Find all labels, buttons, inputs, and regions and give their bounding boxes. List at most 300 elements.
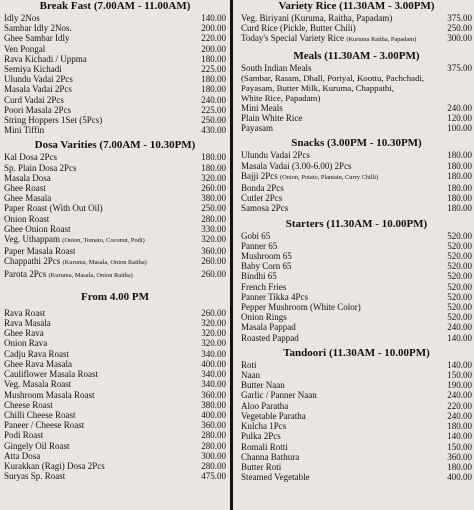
item-name [4, 173, 51, 183]
menu-item [4, 224, 226, 234]
item-name [241, 183, 284, 193]
menu-item [241, 380, 472, 390]
menu-item [241, 193, 472, 203]
menu-item [4, 95, 226, 105]
item-price: 140.00 [447, 359, 472, 370]
item-name-text: Butter Roti [241, 461, 282, 472]
item-name-text: Curd Vadai 2Pcs [4, 94, 64, 105]
item-price: 180.00 [447, 150, 472, 161]
item-name-text: Veg. Masala Roast [4, 379, 72, 390]
item-name-text: Roti [241, 359, 257, 370]
item-name-text: Sp. Plain Dosa 2Pcs [4, 162, 77, 173]
item-name-text: Mushroom 65 [241, 251, 292, 262]
item-name-text: Pepper Mushroom (White Color) [241, 302, 361, 313]
menu-item [4, 115, 226, 125]
item-name [241, 203, 288, 213]
item-price: 140.00 [201, 13, 226, 23]
item-name [4, 23, 72, 33]
item-note: (Kuruma Raitha, Papadam) [346, 36, 417, 44]
meals-heading: Meals (11.30AM - 3.00PM) [293, 49, 420, 62]
menu-item [241, 123, 472, 133]
item-name-text: Paneer / Cheese Roast [4, 420, 85, 431]
menu-item [241, 360, 472, 370]
item-price: 240.00 [447, 322, 472, 333]
item-name [4, 115, 102, 125]
item-price: 150.00 [447, 370, 472, 381]
item-name [241, 123, 273, 133]
item-price: 320.00 [201, 234, 226, 245]
menu-item [241, 472, 472, 482]
item-name-text: Rava Masala [4, 318, 51, 329]
item-name-text: Idly 2Nos [4, 13, 40, 23]
from-4pm-section [4, 291, 226, 481]
item-price: 260.00 [201, 256, 226, 267]
item-price: 520.00 [447, 271, 472, 282]
item-name [241, 261, 292, 271]
item-name-text: Cheese Roast [4, 399, 53, 410]
menu-item [241, 103, 472, 113]
menu-item [4, 234, 226, 246]
snacks-section [241, 137, 472, 213]
item-name [241, 113, 302, 123]
meals-description: Payasam, Butter Milk, Kuruma, Chappathi, [241, 82, 394, 93]
item-price: 250.00 [201, 203, 226, 214]
item-price: 400.00 [201, 409, 226, 420]
item-name-text: Vegetable Paratha [241, 410, 306, 421]
item-name-text: Kal Dosa 2Pcs [4, 152, 57, 163]
menu-item [241, 322, 472, 332]
item-name [241, 431, 281, 441]
right-column [241, 0, 472, 486]
item-name-text: Chilli Cheese Roast [4, 409, 76, 420]
item-name-text: Steamed Vegetable [241, 472, 310, 483]
item-price: 240.00 [447, 390, 472, 401]
item-name [241, 193, 282, 203]
menu-item [241, 13, 472, 23]
item-name-text: Rava Kichadi / Uppma [4, 53, 87, 64]
item-price: 400.00 [447, 472, 472, 483]
item-name-text: Suryas Sp. Roast [4, 471, 66, 482]
item-name [4, 64, 62, 74]
item-name [241, 452, 299, 462]
menu-item [241, 23, 472, 33]
item-name [241, 282, 286, 292]
item-price: 180.00 [447, 170, 472, 181]
item-name [4, 105, 71, 115]
item-name-text: Chappathi 2Pcs [4, 256, 63, 267]
item-name-text: Payasam [241, 123, 273, 134]
item-name-text: Ulundu Vadai 2Pcs [4, 74, 73, 85]
item-price: 280.00 [201, 440, 226, 451]
item-price: 280.00 [201, 213, 226, 224]
item-name-text: Romali Rotti [241, 441, 288, 452]
item-name-text: Ven Pongal [4, 43, 46, 54]
item-price: 520.00 [447, 230, 472, 241]
menu-item [241, 333, 472, 343]
menu-item [4, 152, 226, 162]
item-name [4, 410, 76, 420]
menu-item [4, 269, 226, 281]
variety-rice-heading: Variety Rice (11.30AM - 3.00PM) [278, 0, 435, 12]
item-name [4, 328, 44, 338]
menu-item [4, 203, 226, 213]
menu-item [4, 441, 226, 451]
menu-item [4, 328, 226, 338]
item-price: 360.00 [201, 420, 226, 431]
item-price: 240.00 [447, 102, 472, 113]
item-name-text: Bajji 2Pcs [241, 170, 281, 181]
menu-item [4, 349, 226, 359]
item-price: 340.00 [201, 348, 226, 359]
item-price: 225.00 [201, 64, 226, 75]
item-name [241, 150, 310, 160]
from-4pm-items [4, 308, 226, 481]
item-price: 360.00 [447, 451, 472, 462]
snacks-heading: Snacks (3.00PM - 10.30PM) [291, 137, 422, 150]
menu-item [241, 442, 472, 452]
item-name-text: Atta Dosa [4, 450, 41, 461]
item-price: 520.00 [447, 251, 472, 262]
item-name: South Indian Meals [241, 62, 312, 73]
item-name [4, 74, 73, 84]
item-name-text: Naan [241, 370, 260, 381]
menu-item [241, 113, 472, 123]
item-price: 520.00 [447, 312, 472, 323]
item-name [241, 380, 285, 390]
dosa-items [4, 152, 226, 280]
item-name [241, 390, 317, 400]
item-name-text: Channa Bathura [241, 451, 300, 462]
item-name-text: Curd Rice (Pickle, Butter Chili) [241, 23, 356, 34]
item-name [4, 234, 145, 246]
item-name-text: Cauliflower Masala Roast [4, 369, 98, 380]
item-name [4, 420, 84, 430]
item-name-text: Parota 2Pcs [4, 268, 49, 279]
menu-item [4, 308, 226, 318]
item-price: 200.00 [201, 43, 226, 54]
menu-item [4, 33, 226, 43]
item-name-text: Cadju Rava Roast [4, 348, 69, 359]
menu-item [4, 163, 226, 173]
item-price: 180.00 [201, 162, 226, 173]
menu-item [4, 430, 226, 440]
item-price: 180.00 [201, 84, 226, 95]
item-price: 240.00 [447, 410, 472, 421]
menu-item [241, 251, 472, 261]
item-name-text: Samosa 2Pcs [241, 203, 289, 214]
item-name-text: Kurakkan (Ragi) Dosa 2Pcs [4, 460, 105, 471]
menu-item [4, 13, 226, 23]
item-price: 260.00 [201, 268, 226, 279]
menu-item [4, 400, 226, 410]
menu-item [4, 173, 226, 183]
item-name-text: Bonda 2Pcs [241, 183, 284, 194]
item-price: 280.00 [201, 460, 226, 471]
item-name [4, 163, 77, 173]
item-price: 360.00 [201, 389, 226, 400]
item-price: 190.00 [447, 380, 472, 391]
item-name [4, 400, 53, 410]
menu-item [4, 54, 226, 64]
item-name [241, 171, 378, 183]
meals-description: (Sambar, Rasam, Dhall, Poriyal, Koottu, Pachchadi, [241, 72, 425, 83]
item-price: 375.00 [447, 62, 472, 73]
breakfast-heading: Break Fast (7.00AM - 11.00AM) [39, 0, 191, 12]
item-name [241, 241, 277, 251]
item-name-text: Veg. Biriyani (Kuruma, Raitha, Papadam) [241, 13, 393, 23]
item-price: 320.00 [201, 338, 226, 349]
menu-item [241, 231, 472, 241]
item-name-text: Rava Roast [4, 307, 46, 318]
item-name [4, 359, 72, 369]
menu-item [4, 451, 226, 461]
item-name [241, 103, 283, 113]
item-name [4, 95, 64, 105]
item-price: 300.00 [447, 33, 472, 44]
item-name-text: Bindhi 65 [241, 271, 277, 282]
menu-item [241, 203, 472, 213]
item-price: 375.00 [447, 13, 472, 23]
menu-item [241, 421, 472, 431]
left-column [4, 0, 226, 485]
menu-item [241, 401, 472, 411]
item-price: 520.00 [447, 281, 472, 292]
item-price: 180.00 [201, 74, 226, 85]
item-name [4, 390, 95, 400]
meals-items [241, 103, 472, 134]
item-price: 430.00 [201, 125, 226, 136]
item-name [4, 203, 103, 213]
tandoori-heading: Tandoori (11.30AM - 10.00PM) [283, 346, 430, 359]
item-price: 340.00 [201, 369, 226, 380]
item-name [4, 451, 40, 461]
item-price: 140.00 [447, 431, 472, 442]
item-name [4, 338, 47, 348]
item-name-text: Gobi 65 [241, 230, 271, 241]
item-name [4, 214, 49, 224]
menu-item [4, 461, 226, 471]
item-price: 320.00 [201, 172, 226, 183]
item-name [241, 312, 287, 322]
tandoori-items [241, 360, 472, 482]
menu-item [4, 125, 226, 135]
item-name-text: Ghee Rava [4, 328, 44, 339]
item-price: 380.00 [201, 193, 226, 204]
item-name-text: Gingely Oil Roast [4, 440, 70, 451]
item-name-text: Ulundu Vadai 2Pcs [241, 150, 310, 161]
item-name [4, 246, 75, 256]
item-name-text: Onion Roast [4, 213, 50, 224]
item-name-text: String Hoppers 1Set (5Pcs) [4, 115, 103, 126]
item-name-text: Ghee Sambar Idly [4, 33, 70, 44]
item-price: 280.00 [201, 430, 226, 441]
menu-item [241, 390, 472, 400]
item-price: 360.00 [201, 246, 226, 257]
item-name-text: Panner 65 [241, 240, 278, 251]
item-price: 180.00 [447, 421, 472, 432]
item-name [241, 462, 281, 472]
item-note: (Kuruma, Masala, Onion Raitha) [62, 259, 147, 267]
item-price: 180.00 [447, 183, 472, 194]
item-name [241, 23, 356, 33]
menu-item [4, 318, 226, 328]
item-name-text: Masala Vadai (3.00-6.00) 2Pcs [241, 160, 352, 171]
item-name [241, 251, 292, 261]
menu-item [241, 462, 472, 472]
item-name [4, 369, 98, 379]
item-name [4, 54, 87, 64]
menu-item [4, 246, 226, 256]
item-name [241, 231, 270, 241]
menu-item [4, 64, 226, 74]
item-name-text: Onion Rava [4, 338, 48, 349]
meals-description: White Rice, Papadam) [241, 92, 321, 103]
item-price: 180.00 [447, 203, 472, 214]
item-price: 180.00 [447, 160, 472, 171]
item-name-text: French Fries [241, 281, 287, 292]
menu-item [241, 282, 472, 292]
item-name [4, 13, 40, 23]
item-price: 260.00 [201, 183, 226, 194]
item-name [241, 292, 308, 302]
item-name-text: Cutlet 2Pcs [241, 193, 283, 204]
item-name [241, 421, 286, 431]
menu-item [241, 183, 472, 193]
item-price: 100.00 [447, 123, 472, 134]
item-name [241, 13, 392, 23]
menu-item [4, 420, 226, 430]
menu-item [4, 359, 226, 369]
item-price: 250.00 [201, 115, 226, 126]
item-name-text: Ghee Onion Roast [4, 223, 71, 234]
menu-item [241, 452, 472, 462]
item-name [4, 193, 51, 203]
item-name [4, 152, 57, 162]
item-name-text: Masala Vadai 2Pcs [4, 84, 72, 95]
item-price: 400.00 [201, 358, 226, 369]
item-name [241, 411, 306, 421]
item-name-text: Masala Pappad [241, 322, 296, 333]
item-name-text: Pulka 2Pcs [241, 431, 281, 442]
variety-rice-section [241, 0, 472, 46]
item-name-text: Garlic / Panner Naan [241, 390, 317, 401]
menu-item [4, 471, 226, 481]
menu-item [241, 261, 472, 271]
item-name [241, 472, 310, 482]
item-name-text: Poori Masala 2Pcs [4, 104, 71, 115]
dosa-heading: Dosa Varities (7.00AM - 10.30PM) [34, 139, 196, 152]
item-price: 300.00 [201, 450, 226, 461]
menu-item [241, 271, 472, 281]
item-price: 380.00 [201, 399, 226, 410]
menu-item [4, 23, 226, 33]
menu-item [4, 390, 226, 400]
item-price: 520.00 [447, 302, 472, 313]
item-price: 320.00 [201, 328, 226, 339]
menu-item [4, 379, 226, 389]
starters-items [241, 231, 472, 343]
item-price: 150.00 [447, 441, 472, 452]
item-name [4, 379, 71, 389]
menu-item [241, 63, 472, 73]
item-note: (Kuruma, Masala, Onion Raitha) [48, 271, 133, 279]
starters-heading: Starters (11.30AM - 10.00PM) [285, 217, 428, 230]
item-name [241, 333, 299, 343]
menu-item [241, 431, 472, 441]
item-name [4, 44, 45, 54]
item-price: 220.00 [201, 33, 226, 44]
starters-section [241, 218, 472, 343]
item-price: 520.00 [447, 261, 472, 272]
item-name-text: Aloo Paratha [241, 400, 289, 411]
item-price: 220.00 [447, 400, 472, 411]
item-price: 200.00 [201, 23, 226, 34]
item-name [4, 84, 72, 94]
menu-item [241, 302, 472, 312]
item-price: 120.00 [447, 113, 472, 124]
item-name [241, 360, 257, 370]
item-name [4, 256, 147, 268]
item-name [4, 349, 69, 359]
item-price: 250.00 [447, 23, 472, 34]
item-name-text: Mushroom Masala Roast [4, 389, 95, 400]
item-name-text: Paper Masala Roast [4, 246, 76, 257]
item-name [4, 461, 105, 471]
item-price: 180.00 [447, 193, 472, 204]
menu-item [241, 241, 472, 251]
item-name-text: Onion Rings [241, 312, 287, 323]
menu-item [4, 44, 226, 54]
item-name [4, 441, 70, 451]
item-name-text: Mini Meals [241, 102, 283, 113]
item-name [4, 183, 46, 193]
item-price: 320.00 [201, 318, 226, 329]
item-name [4, 33, 69, 43]
dosa-section [4, 139, 226, 280]
item-name-text: Veg. Uthappam [4, 234, 63, 245]
item-price: 180.00 [201, 152, 226, 163]
item-name-text: Ghee Rava Masala [4, 358, 72, 369]
menu-item [241, 150, 472, 160]
meals-section [241, 50, 472, 134]
from-4pm-heading: From 4.00 PM [81, 290, 149, 303]
item-name [4, 224, 71, 234]
menu-item [241, 411, 472, 421]
item-name-text: Roasted Pappad [241, 332, 299, 343]
item-price: 330.00 [201, 223, 226, 234]
item-name-text: Today's Special Variety Rice [241, 33, 347, 44]
item-name-text: Paper Roast (With Out Oil) [4, 203, 103, 214]
menu-item [241, 312, 472, 322]
item-price: 180.00 [447, 461, 472, 472]
menu-item [241, 370, 472, 380]
item-name-text: Kulcha 1Pcs [241, 421, 287, 432]
item-name [4, 308, 45, 318]
item-name-text: Semiya Kichadi [4, 64, 62, 75]
item-name [241, 401, 288, 411]
breakfast-section [4, 0, 226, 135]
menu-item [4, 369, 226, 379]
item-price: 475.00 [201, 471, 226, 482]
item-price: 520.00 [447, 240, 472, 251]
menu-item [4, 84, 226, 94]
item-price: 225.00 [201, 104, 226, 115]
item-name [4, 471, 65, 481]
item-name [241, 271, 277, 281]
item-price: 140.00 [447, 332, 472, 343]
variety-rice-items [241, 13, 472, 46]
item-name [241, 161, 352, 171]
